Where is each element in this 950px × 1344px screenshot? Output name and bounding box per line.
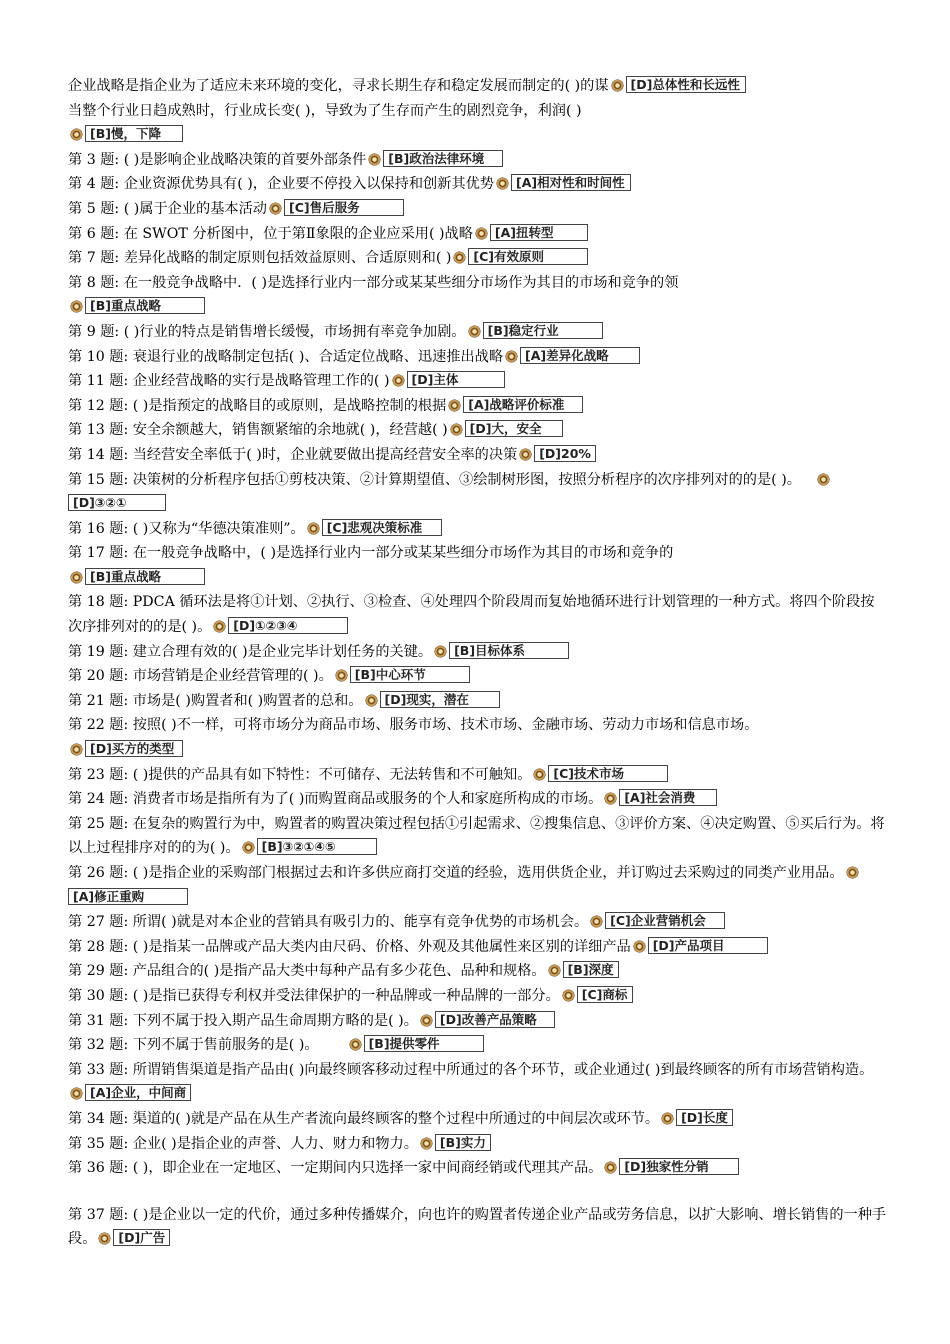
question-text: 第 21 题: 市场是( )购置者和( )购置者的总和。 bbox=[68, 692, 363, 709]
question-text: 第 34 题: 渠道的( )就是产品在从生产者流向最终顾客的整个过程中所通过的中间层次或环节。 bbox=[68, 1110, 660, 1127]
question-35 bbox=[68, 1132, 888, 1157]
question-text: 第 24 题: 消费者市场是指所有为了( )而购置商品或服务的个人和家庭所构成的市场。 bbox=[68, 791, 603, 808]
question-14 bbox=[68, 443, 888, 468]
question-text: 第 19 题: 建立合理有效的( )是企业完毕计划任务的关键。 bbox=[68, 643, 433, 660]
answer-box: [B]深度 bbox=[563, 961, 619, 978]
answer-bullet-icon bbox=[393, 375, 404, 386]
answer-bullet-icon bbox=[612, 80, 623, 91]
answer-bullet-icon bbox=[605, 1162, 616, 1173]
question-text: 第 3 题: ( )是影响企业战略决策的首要外部条件 bbox=[68, 151, 367, 168]
answer-bullet-icon bbox=[497, 178, 508, 189]
question-text: 第 4 题: 企业资源优势具有( )，企业要不停投入以保持和创新其优势 bbox=[68, 176, 494, 193]
answer-bullet-icon bbox=[71, 129, 82, 140]
answer-box: [A]修正重购 bbox=[68, 888, 188, 905]
question-2 bbox=[68, 99, 888, 148]
question-text: 第 6 题: 在 SWOT 分析图中，位于第Ⅱ象限的企业应采用( )战略 bbox=[68, 225, 473, 242]
answer-bullet-icon bbox=[451, 424, 462, 435]
answer-box: [D]独家性分销 bbox=[619, 1158, 739, 1175]
answer-box: [A]差异化战略 bbox=[520, 347, 640, 364]
answer-bullet-icon bbox=[520, 449, 531, 460]
answer-box: [D]买方的类型 bbox=[85, 740, 183, 757]
answer-box: [B]重点战略 bbox=[85, 297, 205, 314]
question-text: 第 29 题: 产品组合的( )是指产品大类中每种产品有多少花色、品种和规格。 bbox=[68, 963, 546, 980]
answer-box: [C]售后服务 bbox=[284, 199, 404, 216]
question-text: 当整个行业日趋成熟时，行业成长变( )，导致为了生存而产生的剧烈竞争，利润( ) bbox=[68, 102, 582, 119]
answer-box: [C]有效原则 bbox=[468, 248, 588, 265]
question-6 bbox=[68, 222, 888, 247]
answer-box: [B]实力 bbox=[435, 1134, 491, 1151]
question-text: 第 10 题: 衰退行业的战略制定包括( )、合适定位战略、迅速推出战略 bbox=[68, 348, 504, 365]
question-text: 第 17 题: 在一般竞争战略中，( )是选择行业内一部分或某某些细分市场作为其目的市场和竞争的 bbox=[68, 545, 674, 562]
question-36 bbox=[68, 1156, 888, 1181]
answer-box: [B]③②①④⑤ bbox=[257, 838, 377, 855]
answer-bullet-icon bbox=[469, 326, 480, 337]
question-7 bbox=[68, 246, 888, 271]
question-11 bbox=[68, 369, 888, 394]
question-17 bbox=[68, 541, 888, 590]
answer-bullet-icon bbox=[449, 400, 460, 411]
answer-box: [A]社会消费 bbox=[619, 789, 717, 806]
answer-bullet-icon bbox=[71, 572, 82, 583]
question-5 bbox=[68, 197, 888, 222]
answer-bullet-icon bbox=[243, 842, 254, 853]
question-34 bbox=[68, 1107, 888, 1132]
question-text: 第 12 题: ( )是指预定的战略目的或原则，是战略控制的根据 bbox=[68, 397, 447, 414]
answer-box: [D]20% bbox=[534, 445, 596, 462]
answer-bullet-icon bbox=[369, 154, 380, 165]
answer-box: [A]战略评价标准 bbox=[463, 396, 583, 413]
answer-bullet-icon bbox=[366, 695, 377, 706]
question-32 bbox=[68, 1033, 888, 1058]
answer-box: [D]总体性和长远性 bbox=[626, 76, 746, 93]
answer-bullet-icon bbox=[435, 646, 446, 657]
question-21 bbox=[68, 689, 888, 714]
question-text: 第 18 题: PDCA 循环法是将①计划、②执行、③检查、④处理四个阶段周而复始地循环进行计划管理的一种方式。将四个阶段按次序排列对的的是( )。 bbox=[68, 594, 875, 636]
answer-bullet-icon bbox=[454, 252, 465, 263]
question-text: 第 26 题: ( )是指企业的采购部门根据过去和许多供应商打交道的经验，选用供货企业，并订购过去采购过的同类产业用品。 bbox=[68, 865, 844, 881]
answer-bullet-icon bbox=[476, 228, 487, 239]
answer-bullet-icon bbox=[421, 1138, 432, 1149]
question-26 bbox=[68, 861, 888, 910]
answer-box: [A]扭转型 bbox=[490, 224, 588, 241]
question-text: 第 33 题: 所谓销售渠道是指产品由( )向最终顾客移动过程中所通过的各个环节，或企业通过( )到最终顾客的所有市场营销构造。 bbox=[68, 1061, 874, 1078]
answer-bullet-icon bbox=[270, 203, 281, 214]
question-16 bbox=[68, 517, 888, 542]
answer-box: [D]③②① bbox=[68, 494, 166, 511]
answer-bullet-icon bbox=[506, 351, 517, 362]
answer-bullet-icon bbox=[563, 990, 574, 1001]
question-text: 第 23 题: ( )提供的产品具有如下特性：不可储存、无法转售和不可触知。 bbox=[68, 766, 532, 783]
question-text: 第 27 题: 所谓( )就是对本企业的营销具有吸引力的、能享有竞争优势的市场机会。 bbox=[68, 914, 589, 931]
answer-bullet-icon bbox=[549, 965, 560, 976]
answer-box: [D]改善产品策略 bbox=[435, 1011, 555, 1028]
question-13 bbox=[68, 418, 888, 443]
answer-box: [D]主体 bbox=[407, 371, 505, 388]
answer-bullet-icon bbox=[421, 1015, 432, 1026]
question-text: 第 5 题: ( )属于企业的基本活动 bbox=[68, 200, 267, 217]
question-25 bbox=[68, 812, 888, 861]
question-30 bbox=[68, 984, 888, 1009]
question-12 bbox=[68, 394, 888, 419]
question-text: 第 16 题: ( )又称为“华德决策准则”。 bbox=[68, 520, 305, 537]
question-text: 第 20 题: 市场营销是企业经营管理的( )。 bbox=[68, 668, 333, 685]
question-3 bbox=[68, 148, 888, 173]
question-15 bbox=[68, 468, 888, 517]
answer-box: [B]提供零件 bbox=[364, 1035, 484, 1052]
answer-bullet-icon bbox=[308, 523, 319, 534]
question-20 bbox=[68, 664, 888, 689]
answer-box: [C]技术市场 bbox=[548, 765, 668, 782]
question-27 bbox=[68, 910, 888, 935]
answer-box: [B]重点战略 bbox=[85, 568, 205, 585]
question-text: 第 13 题: 安全余额越大，销售额紧缩的余地就( )，经营越( ) bbox=[68, 422, 448, 439]
question-18 bbox=[68, 590, 888, 639]
answer-box: [C]悲观决策标准 bbox=[322, 519, 442, 536]
answer-bullet-icon bbox=[71, 1088, 82, 1099]
answer-box: [B]稳定行业 bbox=[483, 322, 603, 339]
answer-bullet-icon bbox=[534, 769, 545, 780]
answer-box: [A]企业，中间商 bbox=[85, 1084, 191, 1101]
answer-box: [B]政治法律环境 bbox=[383, 150, 503, 167]
answer-box: [D]广告 bbox=[113, 1229, 170, 1246]
question-text: 第 22 题: 按照( )不一样，可将市场分为商品市场、服务市场、技术市场、金融市场、劳动力市场和信息市场。 bbox=[68, 717, 759, 734]
answer-box: [A]相对性和时间性 bbox=[511, 174, 631, 191]
question-text: 第 35 题: 企业( )是指企业的声誉、人力、财力和物力。 bbox=[68, 1135, 418, 1152]
answer-bullet-icon bbox=[818, 474, 829, 485]
question-text: 第 28 题: ( )是指某一品牌或产品大类内由尺码、价格、外观及其他属性来区别的详细产品 bbox=[68, 938, 631, 955]
question-10 bbox=[68, 345, 888, 370]
question-23 bbox=[68, 763, 888, 788]
answer-box: [B]目标体系 bbox=[449, 642, 569, 659]
answer-box: [D]①②③④ bbox=[228, 617, 348, 634]
answer-bullet-icon bbox=[336, 670, 347, 681]
question-text: 第 9 题: ( )行业的特点是销售增长缓慢，市场拥有率竞争加剧。 bbox=[68, 323, 466, 340]
question-text: 第 15 题: 决策树的分析程序包括①剪枝决策、②计算期望值、③绘制树形图，按照分析程序的次序排列对的的是( )。 bbox=[68, 471, 801, 488]
question-text: 企业战略是指企业为了适应未来环境的变化，寻求长期生存和稳定发展而制定的( )的谋 bbox=[68, 78, 609, 94]
question-text: 第 11 题: 企业经营战略的实行是战略管理工作的( ) bbox=[68, 373, 390, 390]
question-31 bbox=[68, 1009, 888, 1034]
answer-bullet-icon bbox=[605, 793, 616, 804]
question-24 bbox=[68, 787, 888, 812]
question-text: 第 14 题: 当经营安全率低于( )时，企业就要做出提高经营安全率的决策 bbox=[68, 446, 518, 463]
question-text: 第 25 题: 在复杂的购置行为中，购置者的购置决策过程包括①引起需求、②搜集信息、③评价方案、④决定购置、⑤买后行为。将以上过程排序对的的为( )。 bbox=[68, 815, 885, 857]
question-list bbox=[68, 74, 888, 1252]
question-4 bbox=[68, 172, 888, 197]
question-33 bbox=[68, 1058, 888, 1107]
answer-bullet-icon bbox=[71, 744, 82, 755]
answer-bullet-icon bbox=[591, 916, 602, 927]
answer-box: [D]大，安全 bbox=[465, 420, 563, 437]
question-text: 第 37 题: ( )是企业以一定的代价，通过多种传播媒介，向也许的购置者传递企业产品或劳务信息，以扩大影响、增长销售的一种手段。 bbox=[68, 1206, 887, 1248]
question-text: 第 30 题: ( )是指已获得专利权并受法律保护的一种品牌或一种品牌的一部分。 bbox=[68, 987, 560, 1004]
question-22 bbox=[68, 713, 888, 762]
question-text: 第 8 题: 在一般竞争战略中．( )是选择行业内一部分或某某些细分市场作为其目的市场和竞争的领 bbox=[68, 274, 679, 291]
question-text: 第 32 题: 下列不属于售前服务的是( )。 bbox=[68, 1037, 319, 1054]
question-1 bbox=[68, 74, 888, 99]
answer-bullet-icon bbox=[71, 301, 82, 312]
question-19 bbox=[68, 640, 888, 665]
question-29 bbox=[68, 959, 888, 984]
answer-box: [C]商标 bbox=[577, 986, 633, 1003]
answer-box: [C]企业营销机会 bbox=[605, 912, 725, 929]
question-text: 第 36 题: ( )，即企业在一定地区、一定期间内只选择一家中间商经销或代理其产品。 bbox=[68, 1160, 603, 1177]
question-8 bbox=[68, 271, 888, 320]
question-9 bbox=[68, 320, 888, 345]
answer-bullet-icon bbox=[634, 941, 645, 952]
question-37 bbox=[68, 1203, 888, 1252]
answer-box: [D]长度 bbox=[676, 1109, 733, 1126]
answer-bullet-icon bbox=[662, 1113, 673, 1124]
answer-bullet-icon bbox=[214, 621, 225, 632]
question-text: 第 7 题: 差异化战略的制定原则包括效益原则、合适原则和( ) bbox=[68, 250, 452, 267]
question-28 bbox=[68, 935, 888, 960]
answer-bullet-icon bbox=[350, 1039, 361, 1050]
answer-bullet-icon bbox=[847, 867, 858, 878]
answer-bullet-icon bbox=[99, 1233, 110, 1244]
answer-box: [D]现实，潜在 bbox=[380, 691, 500, 708]
answer-box: [B]中心环节 bbox=[350, 666, 470, 683]
answer-box: [D]产品项目 bbox=[648, 937, 768, 954]
question-text: 第 31 题: 下列不属于投入期产品生命周期方略的是( )。 bbox=[68, 1012, 418, 1029]
answer-box: [B]慢，下降 bbox=[85, 125, 183, 142]
